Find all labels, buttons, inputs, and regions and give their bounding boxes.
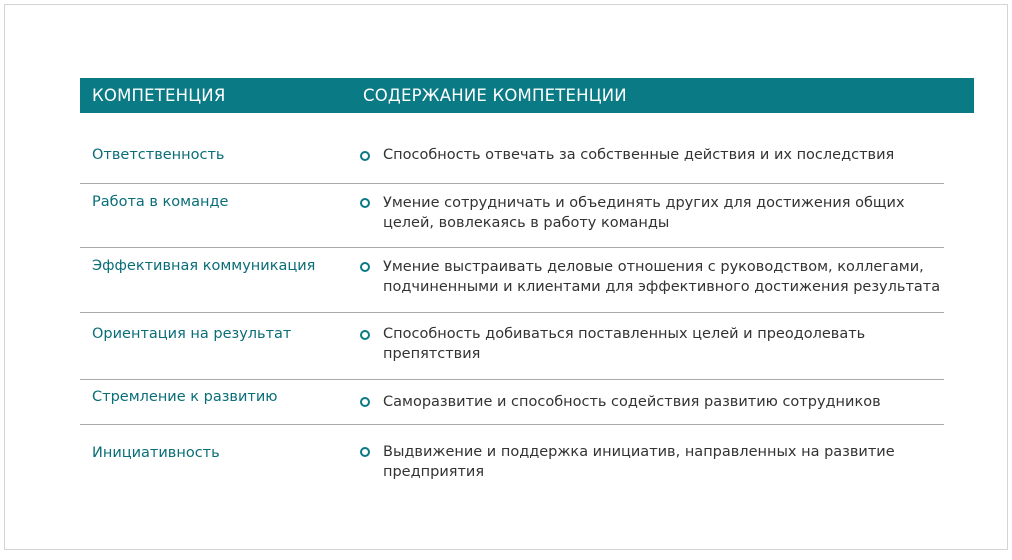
- page-frame: [4, 4, 1008, 550]
- table-row: [80, 313, 944, 380]
- header-competency: КОМПЕТЕНЦИЯ: [92, 86, 226, 105]
- table-row: [80, 248, 944, 313]
- circle-bullet-icon: [360, 151, 370, 161]
- competency-description: Выдвижение и поддержка инициатив, направленных на развитие предприятия: [383, 444, 895, 480]
- competency-table: [80, 78, 974, 480]
- circle-bullet-icon: [360, 262, 370, 272]
- competency-name: Ориентация на результат: [92, 326, 292, 342]
- competency-name: Работа в команде: [92, 194, 229, 210]
- header-content: СОДЕРЖАНИЕ КОМПЕТЕНЦИИ: [363, 86, 627, 105]
- circle-bullet-icon: [360, 330, 370, 340]
- competency-name: Стремление к развитию: [92, 389, 278, 405]
- competency-description: Саморазвитие и способность содействия развитию сотрудников: [383, 394, 881, 410]
- table-row: [80, 184, 944, 248]
- competency-description: Способность отвечать за собственные действия и их последствия: [383, 147, 895, 163]
- competency-description: Умение выстраивать деловые отношения с руководством, коллегами, подчиненными и клиентами для эффективного достижения результата: [383, 259, 941, 295]
- table-row: [80, 380, 944, 425]
- competency-name: Эффективная коммуникация: [92, 258, 316, 274]
- table-row: [80, 113, 944, 184]
- competency-description: Умение сотрудничать и объединять других для достижения общих целей, вовлекаясь в работу команды: [383, 195, 905, 231]
- competency-description: Способность добиваться поставленных целей и преодолевать препятствия: [383, 326, 866, 362]
- circle-bullet-icon: [360, 447, 370, 457]
- circle-bullet-icon: [360, 397, 370, 407]
- circle-bullet-icon: [360, 198, 370, 208]
- table-header: [80, 78, 974, 113]
- competency-name: Инициативность: [92, 445, 220, 461]
- competency-name: Ответственность: [92, 147, 225, 163]
- table-row: [80, 425, 944, 495]
